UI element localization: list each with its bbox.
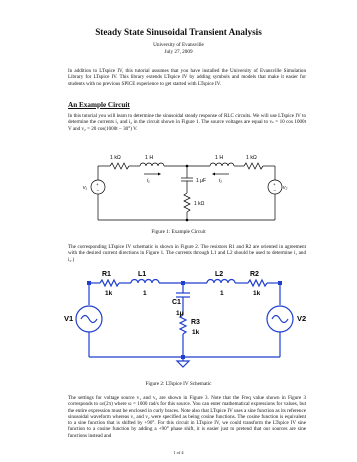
fig2-r3-value: 1k — [192, 329, 200, 336]
fig2-l1-name: L1 — [138, 271, 147, 278]
fig1-current-i1-label: i₁ — [147, 178, 150, 184]
paragraph-source-settings: The settings for voltage source v₁ and v₂ are shown in Figure 3. Note that the Freq value shown in Figure 3 corresponds to ω/(2π) where ω = 1000 rad/s for this source. You can enter mathematical expressions for values, but the entire expression must be enclosed in curly braces. Note also that LTspice IV uses a sine function as its reference sinusoidal waveform whereas v₁ and v₂ were specified as being cosine functions. The cosine function is equivalent to a sine function that is shifted by +90°. For this circuit in LTspice IV, we could transform the LTspice IV sine function to a cosine function by adding a +90° phase shift, it is easier just to pretend that our sources are sine functions instead and — [68, 395, 306, 439]
fig1-v1-minus-label: − — [96, 188, 100, 193]
fig2-l2-value: 1 — [220, 290, 224, 297]
paragraph-example-circuit: In this tutorial you will learn to determine the sinusoidal steady response of RLC circuits. We will use LTspice IV to determine the currents i₁ and i₂ in the circuit shown in Figure 1. The source voltages are equal to vₛ = 10 cos 1000t V and v₂ = 20 cos(1000t − 30°) V. — [68, 113, 306, 132]
fig2-l2-name: L2 — [215, 271, 224, 278]
fig2-l1-value: 1 — [143, 290, 147, 297]
fig2-c1-value: 1μ — [176, 310, 184, 317]
fig1-right-resistor-label: 1 kΩ — [246, 155, 257, 161]
fig2-v2-name: V2 — [297, 314, 307, 323]
fig1-left-inductor-label: 1 H — [145, 155, 154, 161]
figure-1-caption: Figure 1: Example Circuit — [151, 229, 206, 235]
author-affiliation: University of Evansville — [153, 42, 204, 48]
fig2-r1-name: R1 — [102, 271, 111, 278]
fig2-r2-value: 1k — [253, 290, 261, 297]
fig2-c1-name: C1 — [172, 299, 181, 306]
fig1-source-v2-label: v₂ — [283, 185, 288, 191]
fig1-capacitor-label: 1 μF — [196, 178, 207, 184]
fig1-middle-resistor-label: 1 kΩ — [194, 201, 205, 207]
fig1-current-i2-label: i₂ — [219, 178, 223, 184]
intro-paragraph: In addition to LTspice IV, this tutorial assumes that you have installed the University of Evansville Simulation Library for LTspice IV. This library extends LTspice IV by adding symbols and models that make it easier for students with no previous SPICE experience to get started with LTspice IV. — [68, 68, 306, 87]
fig2-r1-value: 1k — [105, 290, 113, 297]
fig2-v1-name: V1 — [64, 314, 74, 323]
fig1-source-v1-label: v₁ — [83, 185, 88, 191]
document-date: July 27, 2009 — [164, 49, 193, 55]
fig1-v1-plus-label: + — [96, 182, 99, 187]
fig1-right-inductor-label: 1 H — [215, 155, 224, 161]
paragraph-schematic: The corresponding LTspice IV schematic is shown in Figure 2. The resistors R1 and R2 are oriented in agreement with the desired current directions in Figure 1. The currents through L1 and L2 should be used to determine i₁ and i₂.) — [68, 244, 306, 263]
fig1-left-resistor-label: 1 kΩ — [110, 155, 121, 161]
fig1-v2-plus-label: + — [273, 182, 276, 187]
figure-2-caption: Figure 2: LTspice IV Schematic — [145, 381, 212, 387]
fig2-r2-name: R2 — [250, 271, 259, 278]
fig1-v2-minus-label: − — [273, 188, 277, 193]
document-title: Steady State Sinusoidal Transient Analysis — [95, 27, 262, 37]
section-heading: An Example Circuit — [68, 101, 130, 109]
fig2-r3-name: R3 — [191, 319, 200, 326]
page-number: 1 of 4 — [173, 450, 184, 455]
